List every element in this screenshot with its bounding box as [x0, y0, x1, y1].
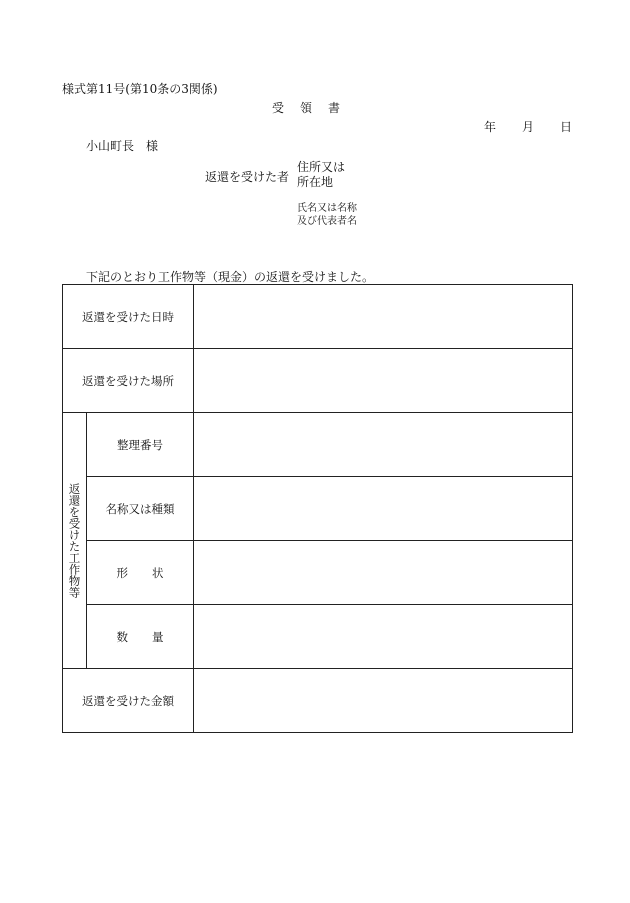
address-label-line1: 住所又は — [297, 160, 346, 174]
datetime-field[interactable] — [194, 285, 573, 349]
row-label-place: 返還を受けた場所 — [63, 349, 194, 413]
document-title: 受領書 — [272, 101, 357, 115]
name-label-line2: 及び代表者名 — [297, 216, 357, 227]
row-label-quantity: 数量 — [87, 605, 194, 669]
row-label-name-type: 名称又は種類 — [87, 477, 194, 541]
place-field[interactable] — [194, 349, 573, 413]
amount-field[interactable] — [194, 669, 573, 733]
row-label-amount: 返還を受けた金額 — [63, 669, 194, 733]
table-row — [63, 413, 573, 477]
row-label-datetime: 返還を受けた日時 — [63, 285, 194, 349]
date-line — [484, 118, 572, 135]
table-row — [63, 669, 573, 733]
name-type-field[interactable] — [194, 477, 573, 541]
address-label — [297, 160, 345, 190]
recipient-label: 返還を受けた者 — [205, 170, 290, 184]
name-label — [297, 202, 357, 228]
table-row — [63, 477, 573, 541]
form-number: 様式第11号(第10条の3関係) — [62, 82, 218, 96]
date-year: 年 — [484, 120, 497, 134]
date-month: 月 — [522, 120, 535, 134]
row-label-shape: 形状 — [87, 541, 194, 605]
row-label-ref-number: 整理番号 — [87, 413, 194, 477]
table-row — [63, 541, 573, 605]
table-row — [63, 605, 573, 669]
date-day: 日 — [560, 120, 573, 134]
quantity-field[interactable] — [194, 605, 573, 669]
group-label-items: 返還を受けた工作物等 — [63, 413, 87, 669]
address-label-line2: 所在地 — [297, 175, 334, 189]
receipt-table — [62, 284, 573, 733]
table-row — [63, 285, 573, 349]
ref-number-field[interactable] — [194, 413, 573, 477]
addressee: 小山町長 様 — [86, 139, 159, 153]
table-row — [63, 349, 573, 413]
name-label-line1: 氏名又は名称 — [297, 203, 357, 214]
shape-field[interactable] — [194, 541, 573, 605]
intro-statement: 下記のとおり工作物等（現金）の返還を受けました。 — [86, 270, 375, 284]
